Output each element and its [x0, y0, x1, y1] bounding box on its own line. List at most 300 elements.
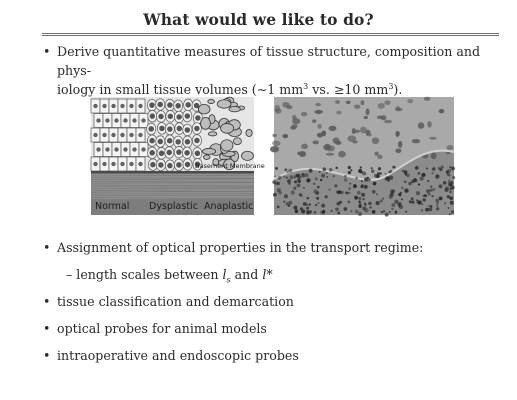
- bullet-derive-measures: [43, 42, 517, 99]
- lymphocyte: [418, 183, 420, 185]
- bullet-intraoperative: [43, 346, 299, 365]
- lymphocyte: [430, 189, 433, 192]
- lymphocyte: [315, 204, 317, 206]
- lymphocyte: [431, 195, 433, 197]
- lymphocyte: [348, 187, 351, 190]
- nucleus: [142, 148, 146, 152]
- lymphocyte: [401, 198, 403, 200]
- lymphocyte: [313, 189, 317, 193]
- nucleus: [167, 127, 172, 132]
- lymphocyte: [404, 188, 408, 192]
- nucleus: [130, 104, 134, 108]
- lymphocyte: [358, 197, 361, 200]
- anaplastic-cell: [229, 106, 240, 111]
- nucleus: [177, 126, 182, 131]
- nucleus: [177, 115, 182, 120]
- epithelial-nucleus: [270, 146, 279, 152]
- anaplastic-cell: [241, 151, 253, 160]
- lymphocyte: [294, 177, 296, 179]
- lymphocyte: [278, 191, 281, 194]
- subscript: s: [226, 275, 231, 285]
- lymphocyte: [439, 196, 443, 200]
- epithelial-nucleus: [378, 103, 385, 109]
- lymphocyte: [349, 183, 351, 185]
- lymphocyte: [293, 187, 296, 190]
- epithelial-nucleus: [364, 116, 368, 119]
- bullet-text: optical probes for animal models: [57, 321, 267, 336]
- tissue-micrograph-image: [274, 97, 454, 215]
- bullet-text-line1: Derive quantitative measures of tissue structure, composition and phys-: [57, 44, 481, 78]
- lymphocyte: [432, 172, 434, 174]
- nucleus: [139, 162, 143, 166]
- superscript: 3: [303, 82, 309, 91]
- anaplastic-cell: [198, 104, 210, 114]
- nucleus: [185, 128, 190, 133]
- nucleus: [121, 104, 125, 108]
- lymphocyte: [389, 170, 392, 173]
- nucleus: [103, 133, 107, 137]
- lymphocyte: [426, 189, 430, 193]
- epithelial-nucleus: [446, 145, 453, 150]
- nucleus: [159, 151, 164, 156]
- nucleus: [115, 148, 119, 152]
- lymphocyte: [320, 211, 322, 213]
- lymphocyte: [380, 199, 383, 202]
- lymphocyte: [288, 169, 292, 173]
- lymphocyte: [405, 211, 407, 213]
- anaplastic-cell: [246, 129, 252, 136]
- epithelial-nucleus: [384, 100, 390, 105]
- lymphocyte: [392, 189, 395, 192]
- lymphocyte: [284, 194, 288, 198]
- nucleus: [195, 116, 200, 121]
- bullet-optical-properties: [43, 238, 423, 257]
- lymphocyte: [335, 207, 339, 211]
- lymphocyte: [306, 210, 310, 214]
- lymphocyte: [425, 208, 429, 212]
- lymphocyte: [420, 177, 424, 181]
- lymphocyte: [377, 172, 380, 175]
- lymphocyte: [339, 201, 342, 204]
- lymphocyte: [392, 166, 395, 169]
- nucleus: [112, 133, 116, 137]
- lymphocyte: [428, 205, 430, 207]
- bullet-animal-models: [43, 319, 267, 338]
- lymphocyte: [283, 201, 285, 203]
- anaplastic-cell: [201, 117, 211, 129]
- epithelial-nucleus: [272, 140, 280, 146]
- anaplastic-cell: [221, 140, 233, 151]
- lymphocyte: [358, 201, 361, 204]
- nucleus: [158, 102, 163, 107]
- epithelial-nucleus: [396, 106, 400, 110]
- lymphocyte: [359, 203, 362, 206]
- nucleus: [139, 104, 143, 108]
- lymphocyte: [389, 195, 393, 199]
- lymphocyte: [287, 171, 289, 173]
- nucleus: [195, 151, 200, 156]
- lymphocyte: [411, 197, 414, 200]
- lymphocyte: [361, 180, 363, 182]
- nucleus: [150, 138, 155, 143]
- lymphocyte: [439, 168, 442, 171]
- lymphocyte: [421, 173, 425, 177]
- lymphocyte: [421, 203, 423, 205]
- lymphocyte: [294, 206, 298, 210]
- epithelial-nucleus: [292, 115, 297, 120]
- nucleus: [130, 162, 134, 166]
- epithelial-nucleus: [398, 141, 402, 148]
- lymphocyte: [368, 178, 371, 181]
- anaplastic-label: Anaplastic: [204, 201, 254, 212]
- symbol-ls: l: [222, 267, 227, 282]
- lymphocyte: [308, 203, 310, 205]
- epithelial-nucleus: [333, 138, 340, 144]
- nucleus: [167, 138, 172, 143]
- nucleus: [94, 133, 98, 137]
- lymphocyte: [402, 170, 404, 172]
- lymphocyte: [298, 176, 301, 179]
- nucleus: [106, 119, 110, 123]
- lymphocyte: [385, 213, 389, 217]
- lymphocyte: [348, 166, 351, 169]
- epithelial-nucleus: [346, 101, 351, 105]
- lymphocyte: [372, 210, 376, 214]
- epithelial-nucleus: [427, 121, 431, 128]
- lymphocyte: [286, 177, 288, 179]
- nucleus: [115, 119, 119, 123]
- nucleus: [151, 162, 156, 167]
- lymphocyte: [449, 196, 452, 199]
- lymphocyte: [427, 180, 429, 182]
- lymphocyte: [291, 190, 295, 194]
- lymphocyte: [347, 200, 350, 203]
- epithelial-nucleus: [338, 151, 346, 158]
- anaplastic-cell: [208, 99, 215, 103]
- lymphocyte: [381, 211, 383, 213]
- lymphocyte: [330, 210, 332, 212]
- epithelial-nucleus: [329, 126, 337, 131]
- anaplastic-cell: [221, 123, 234, 133]
- lymphocyte: [429, 208, 433, 212]
- nucleus: [124, 119, 128, 123]
- epithelial-nucleus: [312, 119, 316, 123]
- lymphocyte: [409, 200, 412, 203]
- lymphocyte: [433, 188, 436, 191]
- lymphocyte: [382, 198, 384, 200]
- lymphocyte: [354, 196, 358, 200]
- epithelial-nucleus: [317, 124, 321, 129]
- epithelial-nucleus: [412, 139, 420, 143]
- lymphocyte: [449, 190, 452, 193]
- lymphocyte: [333, 175, 335, 177]
- lymphocyte: [451, 167, 455, 171]
- lymphocyte: [301, 173, 305, 177]
- nucleus: [176, 103, 181, 108]
- lymphocyte: [314, 211, 317, 214]
- lymphocyte: [300, 208, 302, 210]
- epithelial-nucleus: [317, 133, 323, 138]
- epithelial-nucleus: [352, 140, 358, 143]
- lymphocyte: [445, 188, 449, 192]
- nucleus: [185, 139, 190, 144]
- nucleus: [177, 150, 182, 155]
- lymphocyte: [313, 183, 315, 185]
- lymphocyte: [360, 166, 362, 168]
- superscript: 3: [388, 82, 394, 91]
- nucleus: [194, 103, 199, 108]
- lymphocyte: [353, 184, 357, 188]
- lymphocyte: [378, 167, 381, 170]
- lymphocyte: [274, 175, 276, 177]
- lymphocyte: [416, 199, 418, 201]
- lymphocyte: [322, 167, 326, 171]
- epithelial-nucleus: [429, 137, 437, 140]
- lymphocyte: [278, 176, 282, 180]
- lymphocyte: [424, 194, 427, 197]
- bullet-dot: •: [43, 321, 51, 336]
- bullet-classification: [43, 292, 294, 311]
- nucleus: [103, 162, 107, 166]
- nucleus: [150, 150, 155, 155]
- epithelial-nucleus: [360, 127, 367, 134]
- epithelial-nucleus: [301, 144, 308, 149]
- bullet-dot: •: [43, 44, 51, 59]
- lymphocyte: [276, 182, 278, 184]
- lymphocyte: [401, 187, 403, 189]
- lymphocyte: [451, 210, 454, 213]
- sub-bullet-length-scales: [66, 265, 273, 290]
- bullet-dot: •: [43, 240, 51, 255]
- nucleus: [142, 119, 146, 123]
- epithelial-nucleus: [372, 137, 379, 144]
- lymphocyte: [355, 177, 357, 179]
- anaplastic-cell: [203, 155, 210, 160]
- title-rule-top: [42, 33, 499, 34]
- nucleus: [194, 126, 199, 131]
- lymphocyte: [294, 180, 297, 183]
- lymphocyte: [449, 166, 451, 168]
- lymphocyte: [416, 201, 418, 203]
- lymphocyte: [338, 190, 342, 194]
- lymphocyte: [415, 166, 419, 170]
- lymphocyte: [326, 172, 328, 174]
- epithelial-nucleus: [282, 134, 288, 138]
- slide-title: What would we like to do?: [143, 10, 374, 29]
- text-part: – length scales between: [66, 267, 223, 282]
- lymphocyte: [306, 206, 309, 209]
- nucleus: [185, 162, 190, 167]
- nucleus: [112, 104, 116, 108]
- nucleus: [139, 133, 143, 137]
- lymphocyte: [358, 169, 362, 173]
- nucleus: [195, 138, 200, 143]
- epithelial-nucleus: [292, 124, 298, 129]
- epithelial-nucleus: [282, 102, 289, 108]
- lymphocyte: [286, 202, 290, 206]
- nucleus: [150, 103, 155, 108]
- lymphocyte: [337, 212, 340, 215]
- nucleus: [158, 139, 163, 144]
- epithelial-nucleus: [366, 108, 370, 115]
- epithelial-nucleus: [335, 100, 340, 104]
- lymphocyte: [350, 210, 352, 212]
- lymphocyte: [320, 179, 322, 181]
- lymphocyte: [289, 175, 293, 179]
- text-part: iology in small tissue volumes (∼1 mm: [57, 82, 304, 97]
- lymphocyte: [362, 206, 366, 210]
- lymphocyte: [371, 167, 373, 169]
- tissue-schematic-image: [91, 97, 265, 215]
- lymphocyte: [348, 172, 351, 175]
- anaplastic-cell: [217, 100, 231, 108]
- lymphocyte: [364, 185, 368, 189]
- lymphocyte: [326, 176, 328, 178]
- lymphocyte: [297, 183, 301, 187]
- epithelial-nucleus: [326, 153, 335, 156]
- lymphocyte: [317, 186, 320, 189]
- nucleus: [168, 114, 173, 119]
- lymphocyte: [306, 178, 310, 182]
- lymphocyte: [306, 197, 308, 199]
- epithelial-nucleus: [395, 149, 401, 154]
- lymphocyte: [334, 184, 337, 187]
- lymphocyte: [395, 211, 398, 214]
- lymphocyte: [406, 173, 410, 177]
- lymphocyte: [303, 202, 307, 206]
- epithelial-nucleus: [272, 134, 276, 137]
- lymphocyte: [449, 213, 451, 215]
- lymphocyte: [344, 207, 348, 211]
- text-part: vs. ≥10 mm: [308, 82, 389, 97]
- nucleus: [160, 126, 165, 131]
- lymphocyte: [430, 186, 432, 188]
- nucleus: [121, 133, 125, 137]
- lymphocyte: [447, 173, 450, 176]
- lymphocyte: [301, 209, 305, 213]
- lymphocyte: [361, 193, 365, 197]
- lymphocyte: [436, 204, 438, 206]
- lymphocyte: [371, 170, 374, 173]
- lymphocyte: [364, 178, 368, 182]
- lymphocyte: [411, 201, 413, 203]
- epithelial-nucleus: [384, 120, 392, 123]
- nucleus: [94, 162, 98, 166]
- lymphocyte: [364, 202, 367, 205]
- lymphocyte: [309, 169, 313, 173]
- lymphocyte: [321, 204, 325, 208]
- lymphocyte: [426, 168, 428, 170]
- nucleus: [167, 163, 172, 168]
- nucleus: [186, 102, 191, 107]
- nucleus: [150, 114, 155, 119]
- nucleus: [158, 163, 163, 168]
- lymphocyte: [404, 170, 408, 174]
- title-rule-bottom: [42, 35, 499, 36]
- lymphocyte: [383, 210, 385, 212]
- epithelial-nucleus: [431, 152, 437, 159]
- lymphocyte: [303, 187, 305, 189]
- lymphocyte: [398, 193, 401, 196]
- nucleus: [185, 150, 190, 155]
- nucleus: [130, 133, 134, 137]
- lymphocyte: [416, 191, 420, 195]
- lymphocyte: [306, 204, 308, 206]
- bullet-text: tissue classification and demarcation: [57, 294, 294, 309]
- lymphocyte: [344, 175, 347, 178]
- bullet-text: intraoperative and endoscopic probes: [57, 348, 299, 363]
- bullet-dot: •: [43, 348, 51, 363]
- epithelial-nucleus: [297, 151, 304, 155]
- lymphocyte: [394, 200, 398, 204]
- nucleus: [133, 119, 137, 123]
- lymphocyte: [444, 202, 446, 204]
- lymphocyte: [362, 198, 364, 200]
- lymphocyte: [305, 173, 309, 177]
- lymphocyte: [275, 167, 278, 170]
- tissue-micrograph-drawing: [274, 97, 454, 215]
- lymphocyte: [325, 195, 328, 198]
- symbol-lstar: l*: [262, 267, 273, 282]
- lymphocyte: [361, 184, 364, 187]
- lymphocyte: [284, 168, 287, 171]
- nucleus: [97, 148, 101, 152]
- epithelial-nucleus: [352, 128, 356, 134]
- text-part: and: [230, 267, 263, 282]
- lymphocyte: [321, 174, 325, 178]
- lymphocyte: [348, 192, 350, 194]
- lymphocyte: [357, 191, 361, 195]
- anaplastic-cell: [208, 132, 217, 136]
- epithelial-nucleus: [377, 116, 384, 119]
- nucleus: [149, 126, 154, 131]
- nucleus: [167, 150, 172, 155]
- tissue-schematic-drawing: [91, 97, 254, 215]
- nucleus: [103, 104, 107, 108]
- lymphocyte: [423, 198, 426, 201]
- epithelial-nucleus: [377, 155, 382, 159]
- anaplastic-cell: [233, 138, 241, 145]
- lymphocyte: [421, 209, 423, 211]
- lymphocyte: [316, 197, 319, 200]
- lymphocyte: [391, 203, 395, 207]
- lymphocyte: [328, 188, 330, 190]
- lymphocyte: [404, 180, 407, 183]
- lymphocyte: [335, 167, 337, 169]
- epithelial-nucleus: [275, 108, 282, 113]
- lymphocyte: [389, 211, 391, 213]
- lymphocyte: [369, 206, 371, 208]
- nucleus: [133, 148, 137, 152]
- normal-label: Normal: [95, 201, 130, 212]
- lymphocyte: [283, 176, 285, 178]
- lymphocyte: [350, 169, 352, 171]
- lymphocyte: [372, 190, 376, 194]
- lymphocyte: [428, 193, 431, 196]
- lymphocyte: [391, 208, 393, 210]
- nucleus: [124, 148, 128, 152]
- epithelial-nucleus: [424, 97, 431, 101]
- anaplastic-cell: [202, 148, 215, 154]
- epithelial-nucleus: [360, 100, 364, 105]
- epithelial-nucleus: [407, 99, 413, 103]
- epithelial-nucleus: [314, 110, 323, 114]
- lymphocyte: [438, 184, 442, 188]
- lymphocyte: [452, 176, 455, 179]
- lymphocyte: [315, 177, 318, 180]
- lymphocyte: [450, 188, 452, 190]
- epithelial-nucleus: [323, 144, 331, 150]
